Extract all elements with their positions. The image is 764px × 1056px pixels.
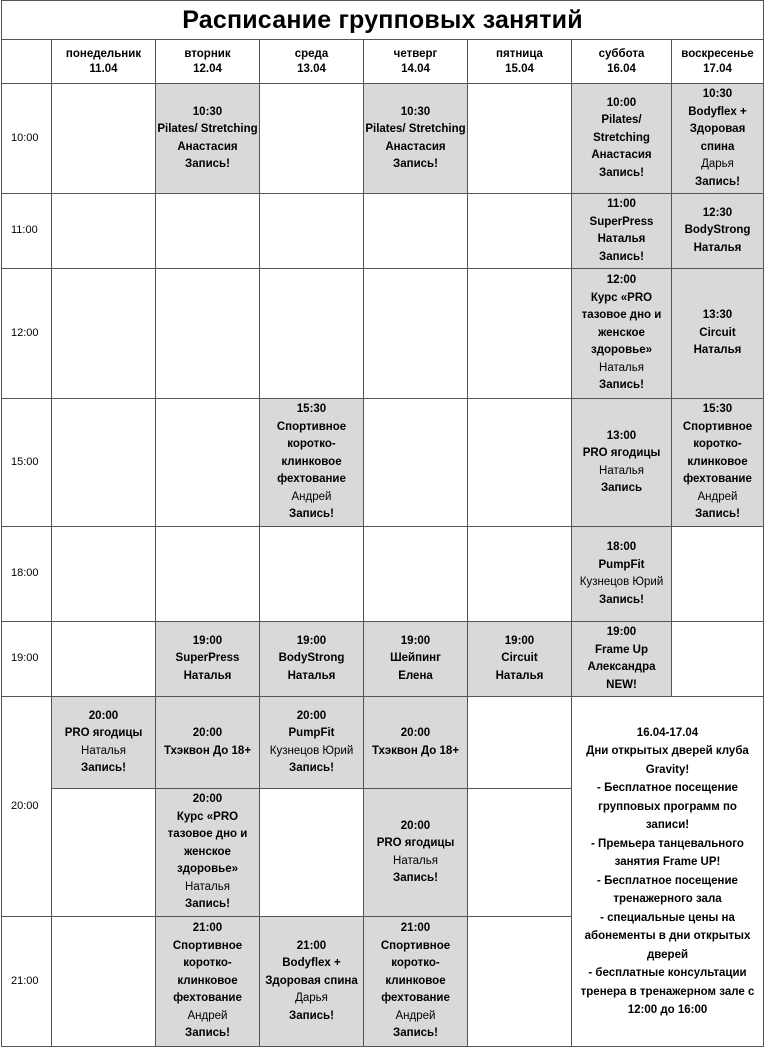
empty-slot xyxy=(672,527,764,622)
day-header-tue: вторник 12.04 xyxy=(156,40,260,84)
class-cell[interactable]: 11:00 SuperPress Наталья Запись! xyxy=(572,194,672,269)
class-cell[interactable]: 20:00 PumpFit Кузнецов Юрий Запись! xyxy=(260,697,364,789)
empty-slot xyxy=(468,917,572,1047)
class-cell[interactable]: 19:00 Circuit Наталья xyxy=(468,622,572,697)
day-header-fri: пятница 15.04 xyxy=(468,40,572,84)
empty-slot xyxy=(364,527,468,622)
day-header-row xyxy=(2,40,764,84)
class-cell[interactable]: 15:30 Спортивное коротко-клинковое фехтование Андрей Запись! xyxy=(672,399,764,527)
empty-slot xyxy=(364,399,468,527)
empty-slot xyxy=(52,194,156,269)
empty-slot xyxy=(52,527,156,622)
empty-slot xyxy=(156,194,260,269)
day-header-sun: воскресенье 17.04 xyxy=(672,40,764,84)
announcement-item: - Бесплатное посещение групповых программ по записи! xyxy=(597,782,738,831)
time-label: 15:00 xyxy=(2,399,52,527)
empty-slot xyxy=(260,84,364,194)
corner-cell xyxy=(2,40,52,84)
empty-slot xyxy=(468,269,572,399)
class-cell[interactable]: 20:00 Тхэквон До 18+ xyxy=(364,697,468,789)
class-cell[interactable]: 12:30 BodyStrong Наталья xyxy=(672,194,764,269)
class-cell[interactable]: 13:30 Circuit Наталья xyxy=(672,269,764,399)
day-header-mon: понедельник 11.04 xyxy=(52,40,156,84)
announcement-item: - специальные цены на абонементы в дни открытых дверей xyxy=(584,911,751,961)
class-cell[interactable]: 21:00 Спортивное коротко-клинковое фехтование Андрей Запись! xyxy=(156,917,260,1047)
schedule-title: Расписание групповых занятий xyxy=(2,1,764,40)
time-label: 18:00 xyxy=(2,527,52,622)
empty-slot xyxy=(468,84,572,194)
empty-slot xyxy=(52,789,156,917)
empty-slot xyxy=(260,269,364,399)
empty-slot xyxy=(156,527,260,622)
class-cell[interactable]: 21:00 Bodyflex + Здоровая спина Дарья Запись! xyxy=(260,917,364,1047)
empty-slot xyxy=(364,269,468,399)
empty-slot xyxy=(468,194,572,269)
empty-slot xyxy=(52,399,156,527)
class-cell[interactable]: 12:00 Курс «PRO тазовое дно и женское здоровье» Наталья Запись! xyxy=(572,269,672,399)
class-cell[interactable]: 20:00 Тхэквон До 18+ xyxy=(156,697,260,789)
empty-slot xyxy=(672,622,764,697)
schedule-table xyxy=(1,0,764,1047)
empty-slot xyxy=(52,917,156,1047)
empty-slot xyxy=(156,269,260,399)
class-cell[interactable]: 20:00 Курс «PRO тазовое дно и женское здоровье» Наталья Запись! xyxy=(156,789,260,917)
class-cell[interactable]: 21:00 Спортивное коротко-клинковое фехтование Андрей Запись! xyxy=(364,917,468,1047)
announcement-item: - бесплатные консультации тренера в тренажерном зале с 12:00 до 16:00 xyxy=(580,967,755,1016)
empty-slot xyxy=(364,194,468,269)
class-cell[interactable]: 20:00 PRO ягодицы Наталья Запись! xyxy=(52,697,156,789)
time-label: 12:00 xyxy=(2,269,52,399)
class-cell[interactable]: 10:30 Pilates/ Stretching Анастасия Запись! xyxy=(364,84,468,194)
empty-slot xyxy=(468,697,572,789)
time-label: 11:00 xyxy=(2,194,52,269)
open-days-announcement xyxy=(572,697,764,1047)
empty-slot xyxy=(260,789,364,917)
class-cell[interactable]: 15:30 Спортивное коротко-клинковое фехтование Андрей Запись! xyxy=(260,399,364,527)
class-cell[interactable]: 19:00 Frame Up Александра NEW! xyxy=(572,622,672,697)
announcement-dates: 16.04-17.04 xyxy=(636,726,699,739)
class-cell[interactable]: 10:00 Pilates/ Stretching Анастасия Запись! xyxy=(572,84,672,194)
empty-slot xyxy=(468,789,572,917)
day-header-thu: четверг 14.04 xyxy=(364,40,468,84)
empty-slot xyxy=(468,399,572,527)
announcement-item: - Премьера танцевального занятия Frame UP! xyxy=(591,837,744,868)
class-cell[interactable]: 10:30 Pilates/ Stretching Анастасия Запись! xyxy=(156,84,260,194)
announcement-item: - Бесплатное посещение тренажерного зала xyxy=(597,874,738,905)
empty-slot xyxy=(52,622,156,697)
empty-slot xyxy=(260,194,364,269)
empty-slot xyxy=(52,269,156,399)
class-cell[interactable]: 19:00 BodyStrong Наталья xyxy=(260,622,364,697)
empty-slot xyxy=(260,527,364,622)
announcement-headline: Дни открытых дверей клуба Gravity! xyxy=(586,745,749,776)
class-cell[interactable]: 10:30 Bodyflex + Здоровая спина Дарья Запись! xyxy=(672,84,764,194)
time-label: 10:00 xyxy=(2,84,52,194)
empty-slot xyxy=(156,399,260,527)
day-header-wed: среда 13.04 xyxy=(260,40,364,84)
class-cell[interactable]: 18:00 PumpFit Кузнецов Юрий Запись! xyxy=(572,527,672,622)
day-header-sat: суббота 16.04 xyxy=(572,40,672,84)
class-cell[interactable]: 13:00 PRO ягодицы Наталья Запись xyxy=(572,399,672,527)
class-cell[interactable]: 20:00 PRO ягодицы Наталья Запись! xyxy=(364,789,468,917)
empty-slot xyxy=(468,527,572,622)
empty-slot xyxy=(52,84,156,194)
class-cell[interactable]: 19:00 SuperPress Наталья xyxy=(156,622,260,697)
time-label: 19:00 xyxy=(2,622,52,697)
class-cell[interactable]: 19:00 Шейпинг Елена xyxy=(364,622,468,697)
time-label: 20:00 xyxy=(2,697,52,917)
time-label: 21:00 xyxy=(2,917,52,1047)
